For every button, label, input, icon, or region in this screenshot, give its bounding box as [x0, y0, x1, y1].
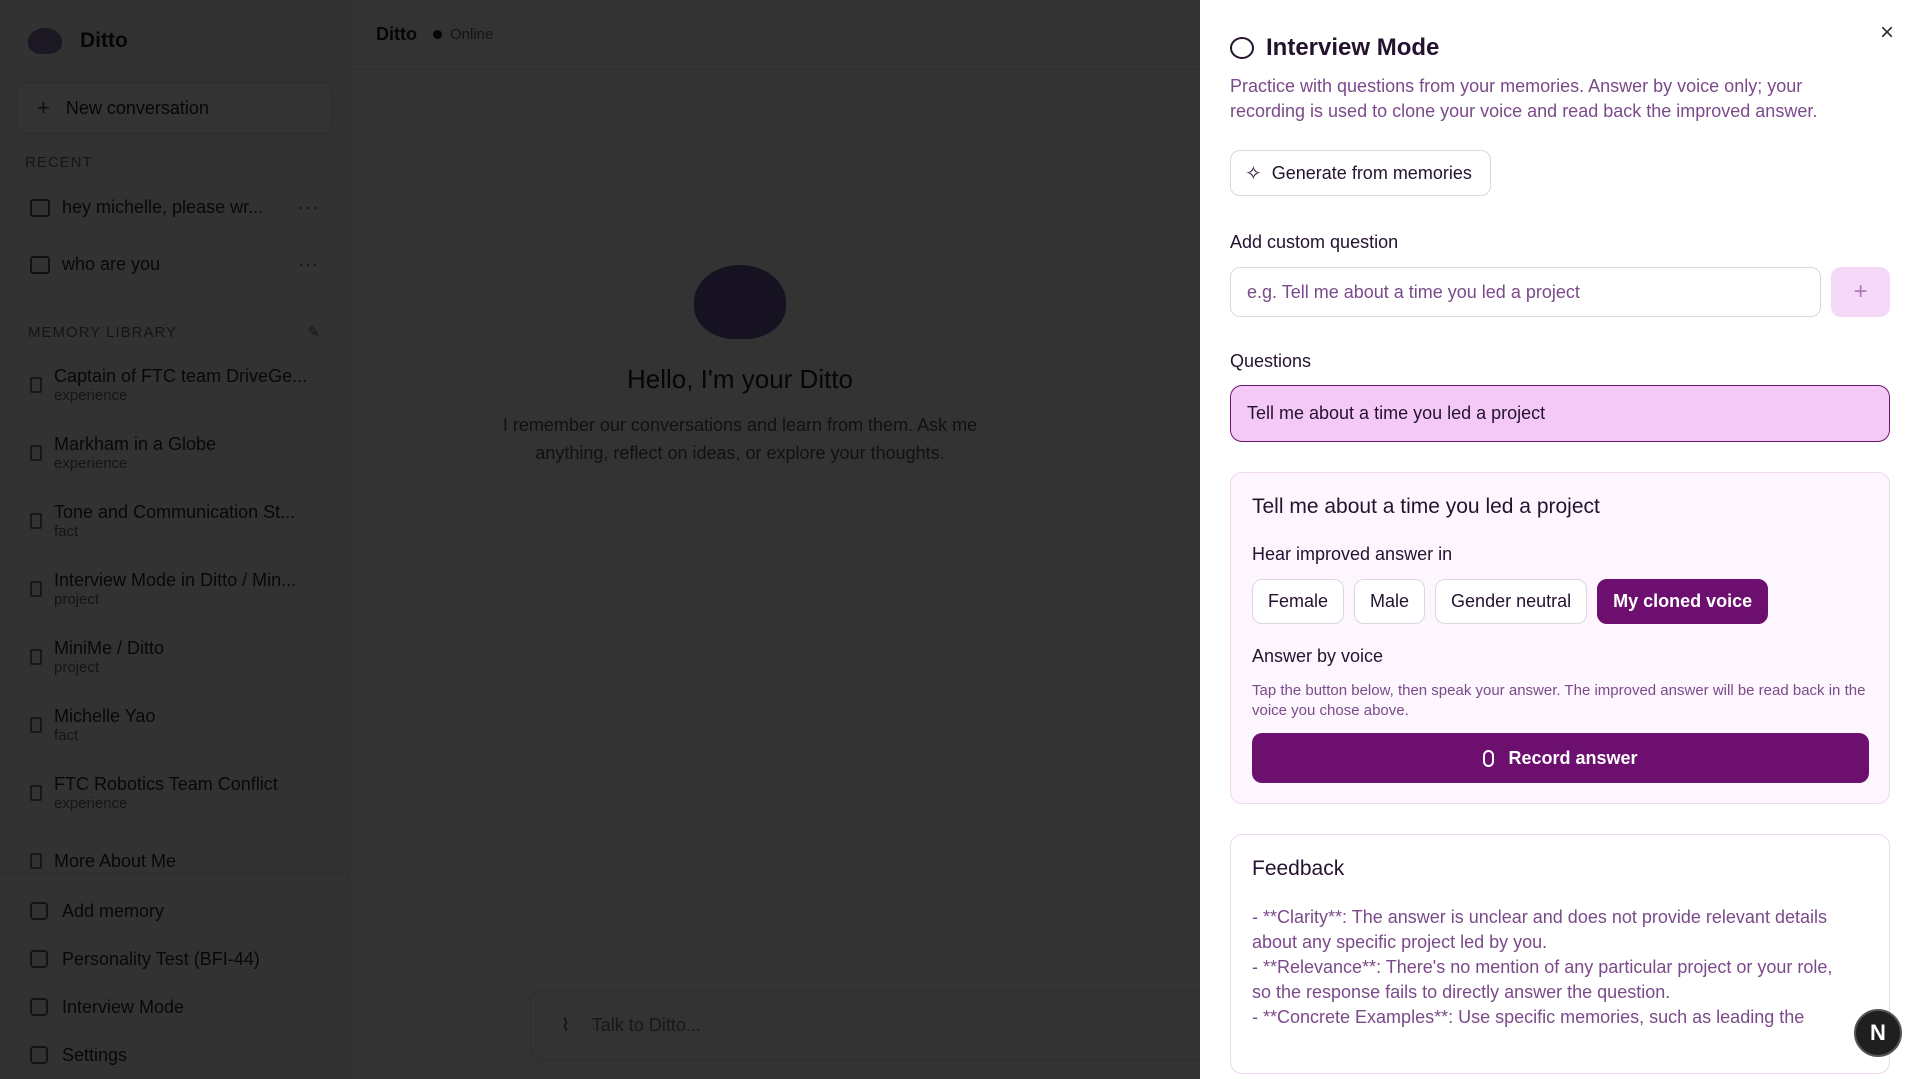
close-button[interactable]: ×: [1879, 19, 1894, 46]
voice-choice-label: Hear improved answer in: [1252, 544, 1453, 564]
feedback-line: about any specific project led by you.: [1252, 932, 1548, 952]
feedback-line: - **Relevance**: There's no mention of any particular project or your role,: [1252, 957, 1833, 977]
question-card-title: Tell me about a time you led a project: [1252, 495, 1600, 518]
feedback-title: Feedback: [1252, 857, 1345, 880]
dev-tools-badge[interactable]: N: [1854, 1009, 1902, 1057]
microphone-icon: [1483, 750, 1494, 767]
voice-option-my-cloned-voice[interactable]: My cloned voice: [1597, 579, 1768, 624]
voice-options: [1252, 579, 1869, 624]
drawer-content: [1230, 28, 1890, 1074]
question-item[interactable]: Tell me about a time you led a project: [1230, 385, 1890, 442]
drawer-title-text: Interview Mode: [1266, 34, 1440, 61]
add-question-button[interactable]: +: [1831, 267, 1890, 317]
message-bubble-icon: [1230, 37, 1254, 59]
questions-label: Questions: [1230, 351, 1312, 371]
feedback-line: so the response fails to directly answer the question.: [1252, 982, 1671, 1002]
question-card: [1230, 472, 1890, 804]
interview-mode-drawer: [1200, 0, 1916, 1079]
record-answer-button[interactable]: [1252, 733, 1869, 783]
generate-button-label: Generate from memories: [1271, 162, 1472, 183]
drawer-description: Practice with questions from your memories. Answer by voice only; your recording is used to clone your voice and read back the improved answer.: [1230, 76, 1818, 121]
custom-question-input[interactable]: [1230, 267, 1821, 317]
voice-option-gender-neutral[interactable]: Gender neutral: [1435, 579, 1587, 624]
feedback-line: - **Clarity**: The answer is unclear and does not provide relevant details: [1252, 907, 1827, 927]
sparkles-icon: ✧: [1245, 162, 1262, 185]
feedback-text: [1252, 905, 1869, 1030]
custom-question-row: [1230, 267, 1890, 317]
drawer-title: [1230, 28, 1890, 68]
generate-from-memories-button[interactable]: [1230, 150, 1491, 196]
custom-question-label: Add custom question: [1230, 232, 1399, 252]
feedback-card: [1230, 834, 1890, 1074]
answer-by-voice-label: Answer by voice: [1252, 646, 1384, 666]
feedback-line: - **Concrete Examples**: Use specific memories, such as leading the: [1252, 1007, 1805, 1027]
answer-help-text: Tap the button below, then speak your answer. The improved answer will be read back in the voice you chose above.: [1252, 682, 1866, 719]
voice-option-male[interactable]: Male: [1354, 579, 1425, 624]
voice-option-female[interactable]: Female: [1252, 579, 1344, 624]
record-button-label: Record answer: [1508, 747, 1638, 768]
